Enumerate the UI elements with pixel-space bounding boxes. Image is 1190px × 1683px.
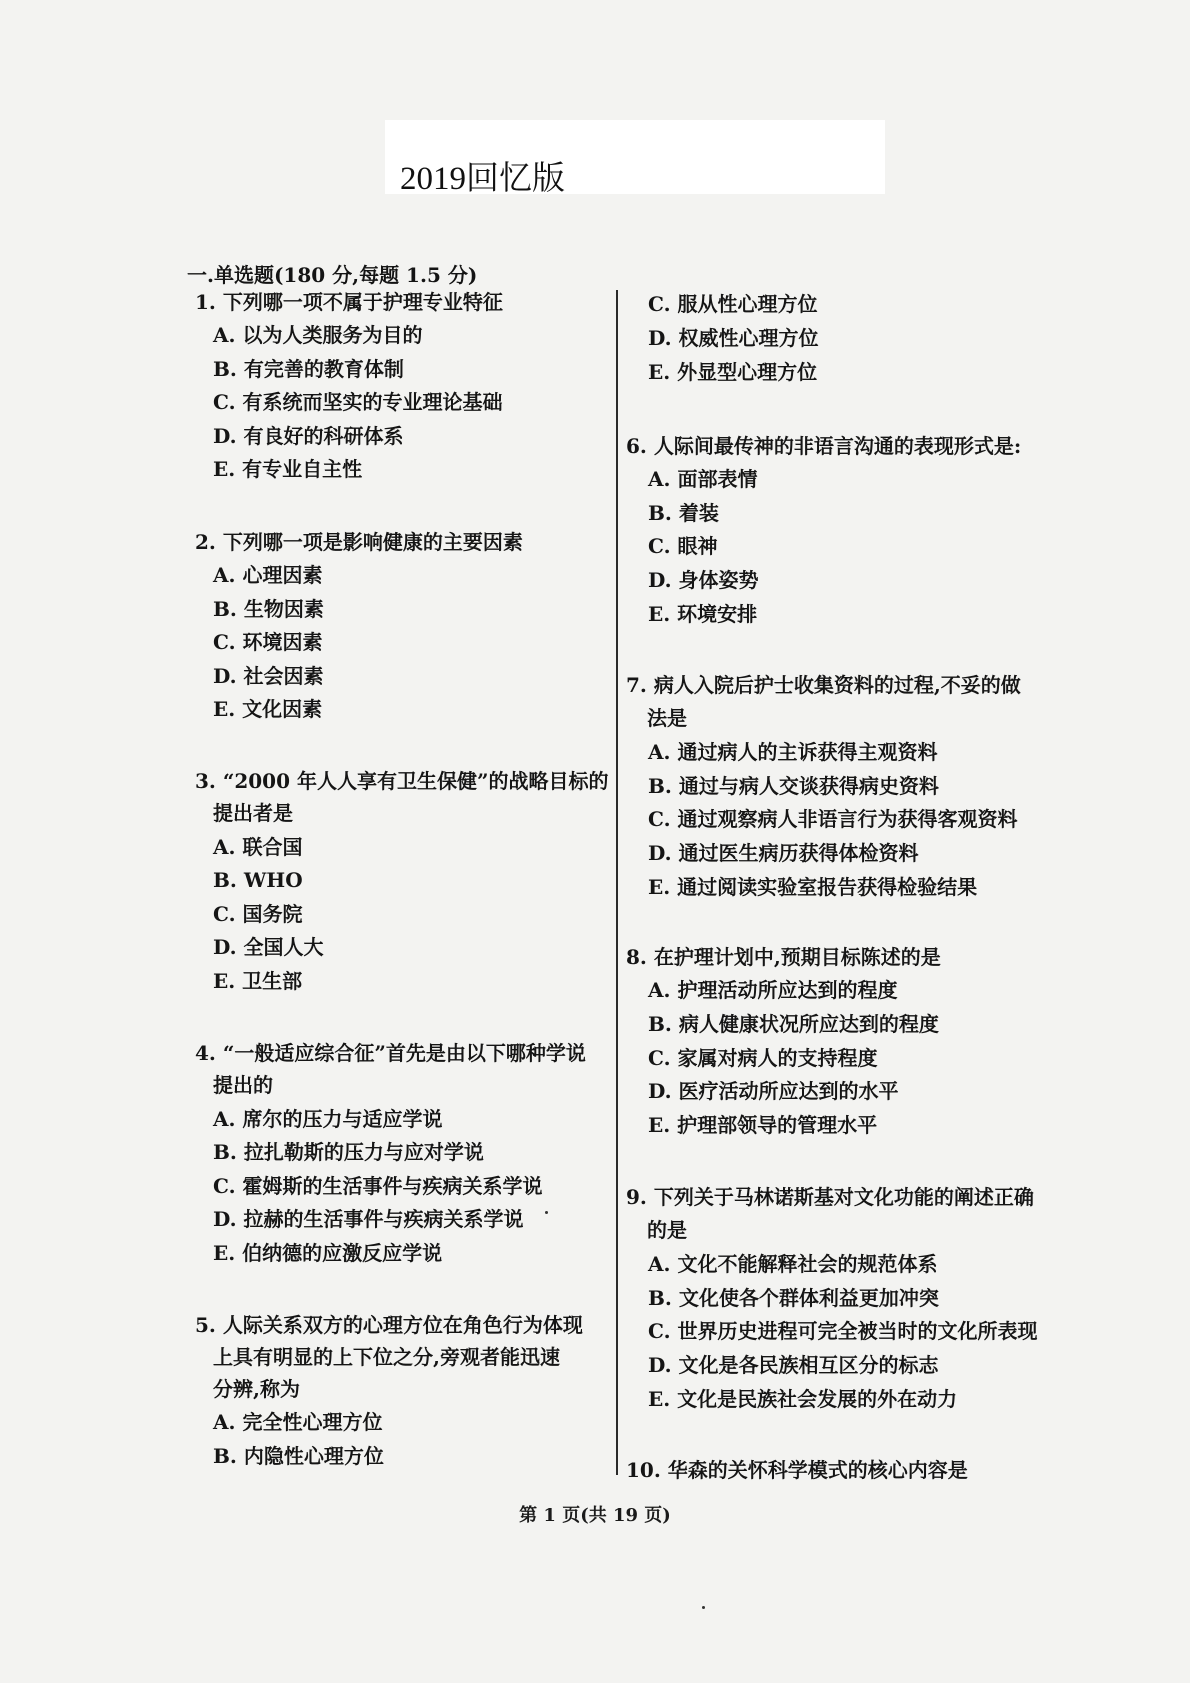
question-stem: 法是: [647, 706, 687, 730]
answer-option: B. 通过与病人交谈获得病史资料: [648, 774, 939, 798]
question-stem: 6. 人际间最传神的非语言沟通的表现形式是:: [626, 434, 1022, 458]
answer-option: C. 世界历史进程可完全被当时的文化所表现: [648, 1319, 1038, 1343]
answer-option: D. 全国人大: [213, 935, 324, 959]
answer-option: B. 拉扎勒斯的压力与应对学说: [213, 1140, 484, 1164]
scan-speck: [545, 1211, 548, 1214]
answer-option: C. 家属对病人的支持程度: [648, 1046, 878, 1070]
question-stem: 2. 下列哪一项是影响健康的主要因素: [195, 530, 523, 554]
question-stem: 的是: [647, 1218, 687, 1242]
answer-option: A. 以为人类服务为目的: [213, 323, 423, 347]
question-stem: 分辨,称为: [213, 1377, 300, 1401]
answer-option: C. 环境因素: [213, 630, 323, 654]
question-stem: 3. “2000 年人人享有卫生保健”的战略目标的: [195, 769, 609, 793]
question-stem: 10. 华森的关怀科学模式的核心内容是: [626, 1458, 968, 1482]
answer-option: E. 文化是民族社会发展的外在动力: [648, 1387, 958, 1411]
column-divider: [616, 290, 618, 1475]
answer-option: B. 文化使各个群体利益更加冲突: [648, 1286, 939, 1310]
answer-option: C. 服从性心理方位: [648, 292, 818, 316]
answer-option: A. 通过病人的主诉获得主观资料: [648, 740, 938, 764]
answer-option: A. 完全性心理方位: [213, 1410, 383, 1434]
answer-option: D. 通过医生病历获得体检资料: [648, 841, 919, 865]
answer-option: B. 着装: [648, 501, 719, 525]
answer-option: C. 有系统而坚实的专业理论基础: [213, 390, 503, 414]
question-stem: 1. 下列哪一项不属于护理专业特征: [195, 290, 503, 314]
question-stem: 9. 下列关于马林诺斯基对文化功能的阐述正确: [626, 1185, 1034, 1209]
answer-option: D. 社会因素: [213, 664, 324, 688]
answer-option: E. 护理部领导的管理水平: [648, 1113, 878, 1137]
answer-option: D. 医疗活动所应达到的水平: [648, 1079, 899, 1103]
answer-option: E. 通过阅读实验室报告获得检验结果: [648, 875, 978, 899]
page-title: 2019回忆版: [400, 161, 565, 197]
scan-speck: [702, 1606, 705, 1609]
answer-option: B. 生物因素: [213, 597, 324, 621]
answer-option: A. 心理因素: [213, 563, 323, 587]
answer-option: D. 拉赫的生活事件与疾病关系学说: [213, 1207, 524, 1231]
answer-option: B. 内隐性心理方位: [213, 1444, 384, 1468]
answer-option: D. 身体姿势: [648, 568, 759, 592]
answer-option: B. 有完善的教育体制: [213, 357, 404, 381]
question-stem: 8. 在护理计划中,预期目标陈述的是: [626, 945, 941, 969]
answer-option: C. 通过观察病人非语言行为获得客观资料: [648, 807, 1018, 831]
question-stem: 5. 人际关系双方的心理方位在角色行为体现: [195, 1313, 583, 1337]
question-stem: 7. 病人入院后护士收集资料的过程,不妥的做: [626, 673, 1021, 697]
answer-option: C. 霍姆斯的生活事件与疾病关系学说: [213, 1174, 543, 1198]
answer-option: E. 文化因素: [213, 697, 323, 721]
answer-option: A. 面部表情: [648, 467, 758, 491]
answer-option: D. 权威性心理方位: [648, 326, 819, 350]
answer-option: E. 伯纳德的应激反应学说: [213, 1241, 443, 1265]
answer-option: B. WHO: [213, 868, 303, 892]
answer-option: E. 环境安排: [648, 602, 758, 626]
page-footer: 第 1 页(共 19 页): [519, 1505, 671, 1526]
answer-option: A. 联合国: [213, 835, 303, 859]
answer-option: A. 护理活动所应达到的程度: [648, 978, 898, 1002]
answer-option: D. 文化是各民族相互区分的标志: [648, 1353, 939, 1377]
answer-option: D. 有良好的科研体系: [213, 424, 404, 448]
answer-option: A. 文化不能解释社会的规范体系: [648, 1252, 938, 1276]
answer-option: E. 外显型心理方位: [648, 360, 818, 384]
answer-option: C. 眼神: [648, 534, 718, 558]
section-heading: 一.单选题(180 分,每题 1.5 分): [187, 263, 478, 287]
question-stem: 上具有明显的上下位之分,旁观者能迅速: [213, 1345, 560, 1369]
answer-option: C. 国务院: [213, 902, 303, 926]
answer-option: B. 病人健康状况所应达到的程度: [648, 1012, 939, 1036]
question-stem: 4. “一般适应综合征”首先是由以下哪种学说: [195, 1041, 586, 1065]
answer-option: E. 卫生部: [213, 969, 303, 993]
question-stem: 提出的: [213, 1073, 273, 1097]
answer-option: A. 席尔的压力与适应学说: [213, 1107, 443, 1131]
answer-option: E. 有专业自主性: [213, 457, 363, 481]
question-stem: 提出者是: [213, 801, 293, 825]
